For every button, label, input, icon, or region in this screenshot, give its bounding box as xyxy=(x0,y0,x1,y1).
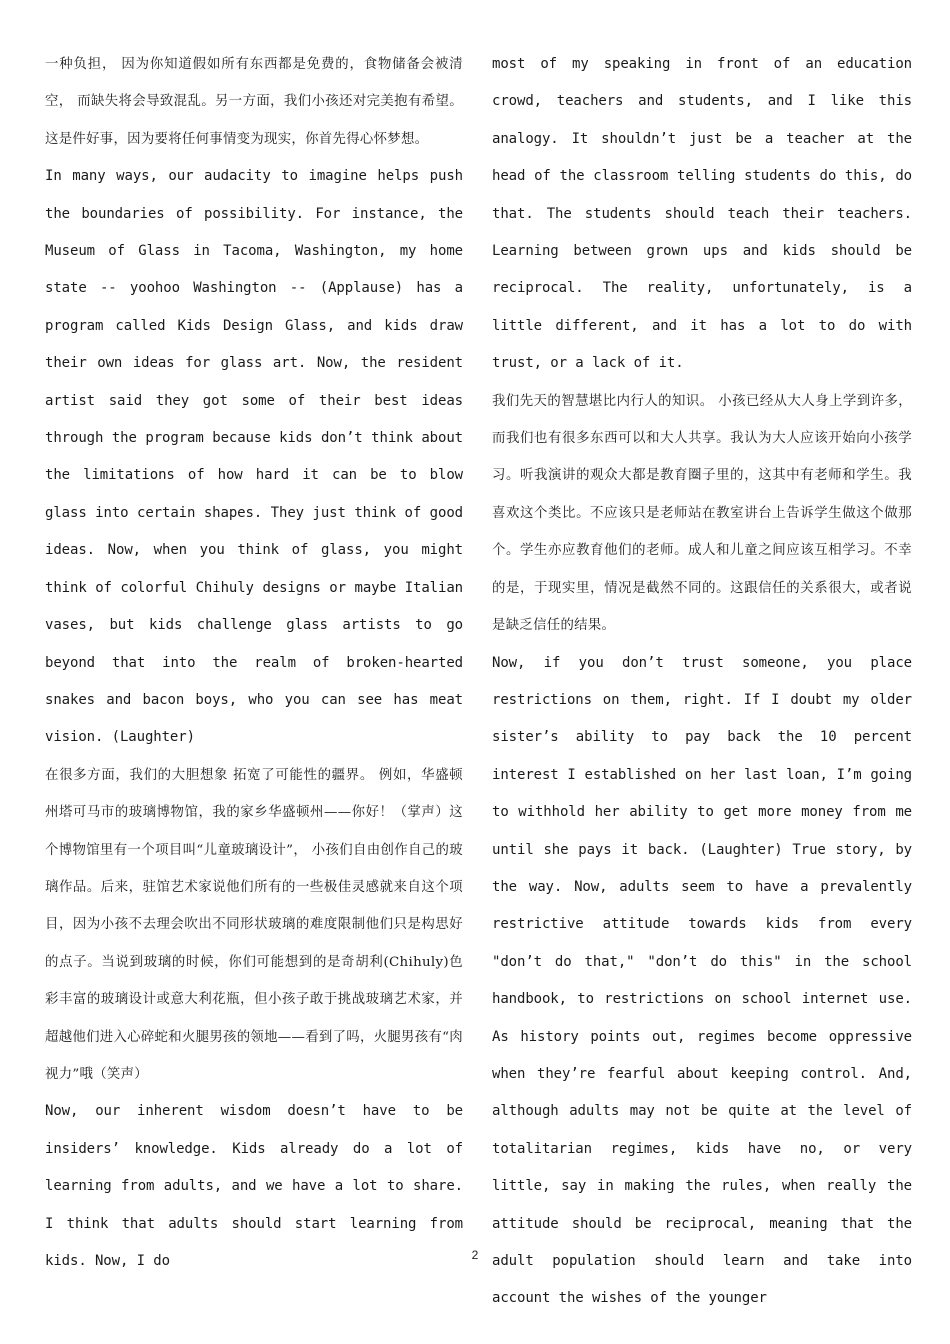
paragraph-zh: 一种负担， 因为你知道假如所有东西都是免费的，食物储备会被清空， 而缺失将会导致混乱。另一方面，我们小孩还对完美抱有希望。这是件好事，因为要将任何事情变为现实，你首先得心怀梦想。 xyxy=(45,57,463,147)
right-column xyxy=(492,46,912,1318)
paragraph-en: In many ways, our audacity to imagine helps push the boundaries of possibility. For instance, the Museum of Glass in Tacoma, Washington, my home state -- yoohoo Washington -- (Applause) has a program called Kids Design Glass, and kids draw their own ideas for glass art. Now, the resident artist said they got some of their best ideas through the program because kids don’t think about the limitations of how hard it can be to blow glass into certain shapes. They just think of good ideas. Now, when you think of glass, you might think of colorful Chihuly designs or maybe Italian vases, but kids challenge glass artists to go beyond that into the realm of broken-hearted snakes and bacon boys, who you can see has meat vision. (Laughter) xyxy=(45,168,463,746)
paragraph-en: Now, our inherent wisdom doesn’t have to be insiders’ knowledge. Kids already do a lot of learning from adults, and we have a lot to share. I think that adults should start learning from kids. Now, I do xyxy=(45,1103,463,1269)
left-column xyxy=(45,46,463,1280)
paragraph-en: Now, if you don’t trust someone, you place restrictions on them, right. If I doubt my older sister’s ability to pay back the 10 percent interest I established on her last loan, I’m going to withhold her ability to get more money from me until she pays it back. (Laughter) True story, by the way. Now, adults seem to have a prevalently restrictive attitude towards kids from every "don’t do that," "don’t do this" in the school handbook, to restrictions on school internet use. As history points out, regimes become oppressive when they’re fearful about keeping control. And, although adults may not be quite at the level of totalitarian regimes, kids have no, or very little, say in making the rules, when really the attitude should be reciprocal, meaning that the adult population should learn and take into account the wishes of the younger xyxy=(492,654,912,1307)
paragraph-zh: 在很多方面，我们的大胆想象 拓宽了可能性的疆界。 例如，华盛顿州塔可马市的玻璃博物馆，我的家乡华盛顿州——你好！（掌声）这个博物馆里有一个项目叫“儿童玻璃设计”， 小孩们自由创作自己的玻璃作品。后来，驻馆艺术家说他们所有的一些极佳灵感就来自这个项目，因为小孩不去理会吹出不同形状玻璃的难度限制他们只是构思好的点子。当说到玻璃的时候，你们可能想到的是奇胡利(Chihuly)色彩丰富的玻璃设计或意大利花瓶，但小孩子敢于挑战玻璃艺术家，并超越他们进入心碎蛇和火腿男孩的领地——看到了吗，火腿男孩有“肉视力”哦（笑声） xyxy=(45,767,463,1082)
paragraph-en: most of my speaking in front of an education crowd, teachers and students, and I like this analogy. It shouldn’t just be a teacher at the head of the classroom telling students do this, do that. The students should teach their teachers. Learning between grown ups and kids should be reciprocal. The reality, unfortunately, is a little different, and it has a lot to do with trust, or a lack of it. xyxy=(492,56,912,372)
paragraph-zh: 我们先天的智慧堪比内行人的知识。 小孩已经从大人身上学到许多，而我们也有很多东西可以和大人共享。我认为大人应该开始向小孩学习。听我演讲的观众大都是教育圈子里的，这其中有老师和学生。我喜欢这个类比。不应该只是老师站在教室讲台上告诉学生做这个做那个。学生亦应教育他们的老师。成人和儿童之间应该互相学习。不幸的是，于现实里，情况是截然不同的。这跟信任的关系很大，或者说是缺乏信任的结果。 xyxy=(492,393,912,634)
page-number: 2 xyxy=(471,1248,479,1262)
